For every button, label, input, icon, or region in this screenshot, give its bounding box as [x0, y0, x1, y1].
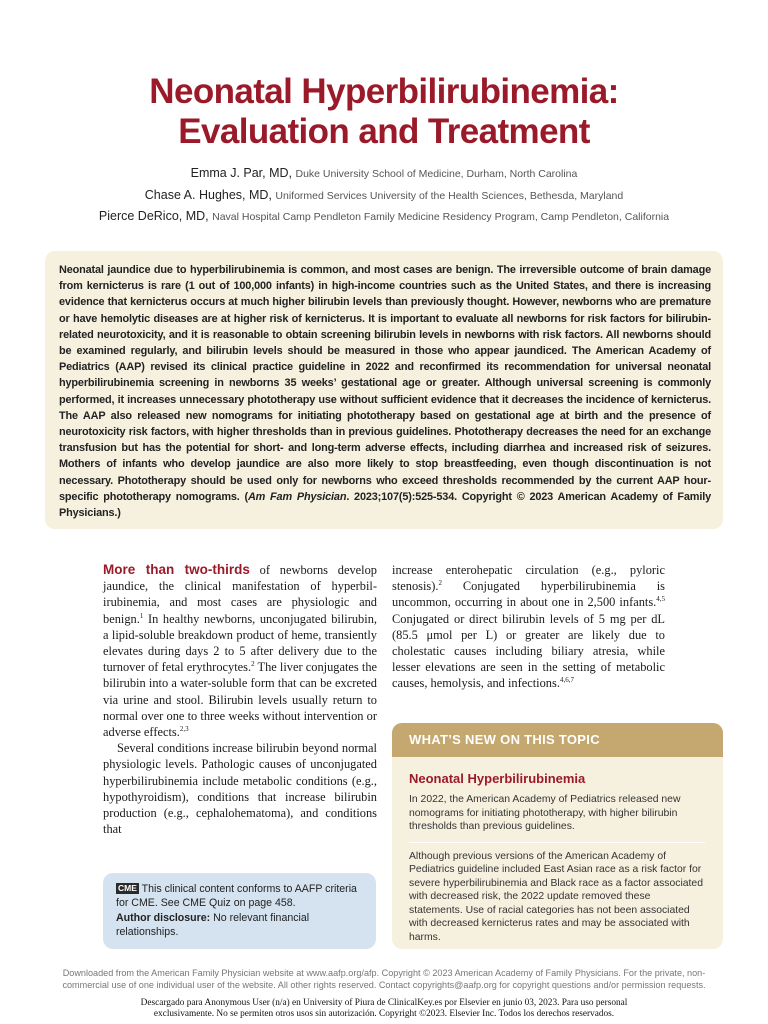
article-title — [0, 72, 768, 152]
reference: 2,3 — [179, 724, 189, 733]
whats-new-subtitle: Neonatal Hyperbilirubinemia — [409, 771, 586, 786]
abstract-body: Neonatal jaundice due to hyperbilirubinemia is common, and most cases are benign. The irreversible outcome of brain damage from kernicterus is rare (1 out of 100,000 infants) in high-income countries such as the United States, and there is increasing evidence that kernicterus occurs at much higher bilirubin levels than previously thought. However, newborns who are premature or have hemolytic diseases are at higher risk of kernicterus. It is important to evaluate all newborns for risk factors for bilirubin-related neurotoxicity, and it is reasonable to obtain screening bilirubin levels in newborns with risk factors. All newborns should be examined regularly, and bilirubin levels should be measured in those who appear jaundiced. The American Academy of Pediatrics (AAP) revised its clinical practice guideline in 2022 and reconfirmed its recommendation for universal neonatal hyperbilirubinemia screening in newborns 35 weeks’ gestational age or greater. Although universal screening is commonly performed, it increases unnecessary phototherapy use without sufficient evidence that it decreases the incidence of kernicterus. The AAP also released new nomograms for initiating phototherapy based on gestational age at birth and the presence of neurotoxicity risk factors, with higher thresholds than in previous guidelines. Phototherapy decreases the need for an exchange transfusion but has the potential for short- and long-term adverse effects, including diarrhea and increased risk of seizures. Mothers of infants who develop jaundice are also more likely to stop breastfeeding, even though discontinuation is not necessary. Phototherapy should be used only for newborns who exceed thresholds recommended by the current AAP hour-specific phototherapy nomograms. ( — [59, 264, 711, 503]
cme-statement: This clinical content conforms to AAFP criteria for CME. See CME Quiz on page 458. — [116, 883, 357, 909]
author-affiliation: Duke University School of Medicine, Durham, North Carolina — [295, 168, 578, 180]
author-affiliation: Uniformed Services University of the Health Sciences, Bethesda, Maryland — [275, 189, 624, 202]
reference: 1 — [139, 611, 144, 620]
reference: 2 — [251, 660, 255, 669]
body-paragraph — [103, 562, 377, 740]
author-name: Pierce DeRico, MD, — [98, 209, 209, 223]
reference: 2 — [438, 579, 442, 588]
body-text: Conjugated hyperbilirubinemia is uncommon, occurring in about one in 2,500 infants. — [392, 579, 665, 610]
body-text: Conjugated or direct bilirubin levels of 5 mg per dL (85.5 μmol per L) or greater are likely due to cholestatic causes including biliary atresia, while lesser elevations are seen in the setting of metabolic causes, hemolysis, and infections. — [392, 611, 665, 691]
whats-new-paragraph: In 2022, the American Academy of Pediatrics released new nomograms for initiating phototherapy, with higher bilirubin thresholds than previous guidelines. — [409, 794, 681, 832]
body-text: The liver conjugates the bilirubin into a water-soluble form that can be excreted via urine and stool. Bilirubin levels usually return to normal over one to three weeks without intervention or adverse effects. — [103, 660, 378, 740]
footer-line: Downloaded from the American Family Physician website at www.aafp.org/afp. Copyright © 2023 American Academy of Family Physicians. For the private, non- — [62, 968, 706, 978]
disclosure-text: No relevant financial relationships. — [116, 912, 310, 938]
author-name: Chase A. Hughes, MD, — [144, 187, 272, 202]
author-name: Emma J. Par, MD, — [190, 166, 293, 180]
body-column-right — [392, 562, 665, 692]
cme-text — [116, 883, 364, 910]
citation: . 2023;107(5):525-534. Copyright © 2023 American Academy of Family Physicians.) — [59, 490, 711, 520]
cme-badge: CME — [118, 883, 137, 893]
reference: 4,6,7 — [559, 676, 574, 685]
footer-line: commercial use of one individual user of the website. All other rights reserved. Contact copyrights@aafp.org for copyright questions and/or permission requests. — [62, 979, 706, 990]
journal-name: Am Fam Physician — [247, 490, 347, 503]
abstract-box — [45, 251, 723, 529]
body-text: In healthy newborns, unconjugated bilirubin, a lipid-soluble breakdown product of heme, transiently elevates during days 2 to 5 after delivery due to the turnover of fetal erythrocytes. — [103, 611, 377, 675]
download-notice — [0, 998, 768, 1019]
cme-box — [103, 873, 376, 949]
body-paragraph: Several conditions increase bilirubin beyond normal physiologic levels. Pathologic causes of unconjugated hyperbilirubinemia include metabolic conditions (e.g., hypothyroidism), conditions that increase bilirubin production (e.g., cephalohematoma), and conditions that — [103, 741, 377, 837]
author-affiliation: Naval Hospital Camp Pendleton Family Medicine Residency Program, Camp Pendleton, California — [212, 211, 670, 223]
author-list — [0, 163, 768, 228]
disclosure — [116, 912, 364, 939]
body-text: of newborns develop jaundice, the clinical manifestation of hyperbilirubinemia, and most cases are physiologic and benign. — [103, 563, 377, 626]
body-paragraph — [392, 562, 665, 692]
abstract-text — [59, 262, 711, 521]
body-text: increase enterohepatic circulation (e.g., pyloric stenosis). — [392, 563, 665, 594]
footer-line: exclusivamente. No se permiten otros usos sin autorización. Copyright ©2023. Elsevier Inc. Todos los derechos reservados. — [153, 1008, 615, 1019]
whats-new-box — [392, 723, 723, 949]
footer-line: Descargado para Anonymous User (n/a) en University of Piura de ClinicalKey.es por Elsevier en junio 03, 2023. Para uso personal — [140, 998, 628, 1008]
whats-new-header: WHAT’S NEW ON THIS TOPIC — [392, 723, 723, 757]
author-line — [0, 163, 768, 185]
divider — [409, 842, 705, 843]
title-line-2: Evaluation and Treatment — [178, 112, 590, 151]
disclosure-label: Author disclosure: — [116, 912, 211, 925]
lead-in: More than two-thirds — [103, 562, 250, 577]
reference: 4,5 — [656, 595, 665, 604]
author-line — [0, 206, 768, 228]
title-line-1: Neonatal Hyperbilirubinemia: — [149, 72, 619, 111]
author-line — [0, 185, 768, 207]
body-column-left — [103, 562, 377, 837]
copyright-footer — [0, 968, 768, 991]
whats-new-paragraph: Although previous versions of the American Academy of Pediatrics guideline included East Asian race as a risk factor for severe hyperbilirubinemia and Black race as a factor associated with decreased risk, the 2022 update removed these statements. Use of racial categories has not been associated with decreased kernicterus rates and may be associated with harms. — [409, 850, 703, 943]
